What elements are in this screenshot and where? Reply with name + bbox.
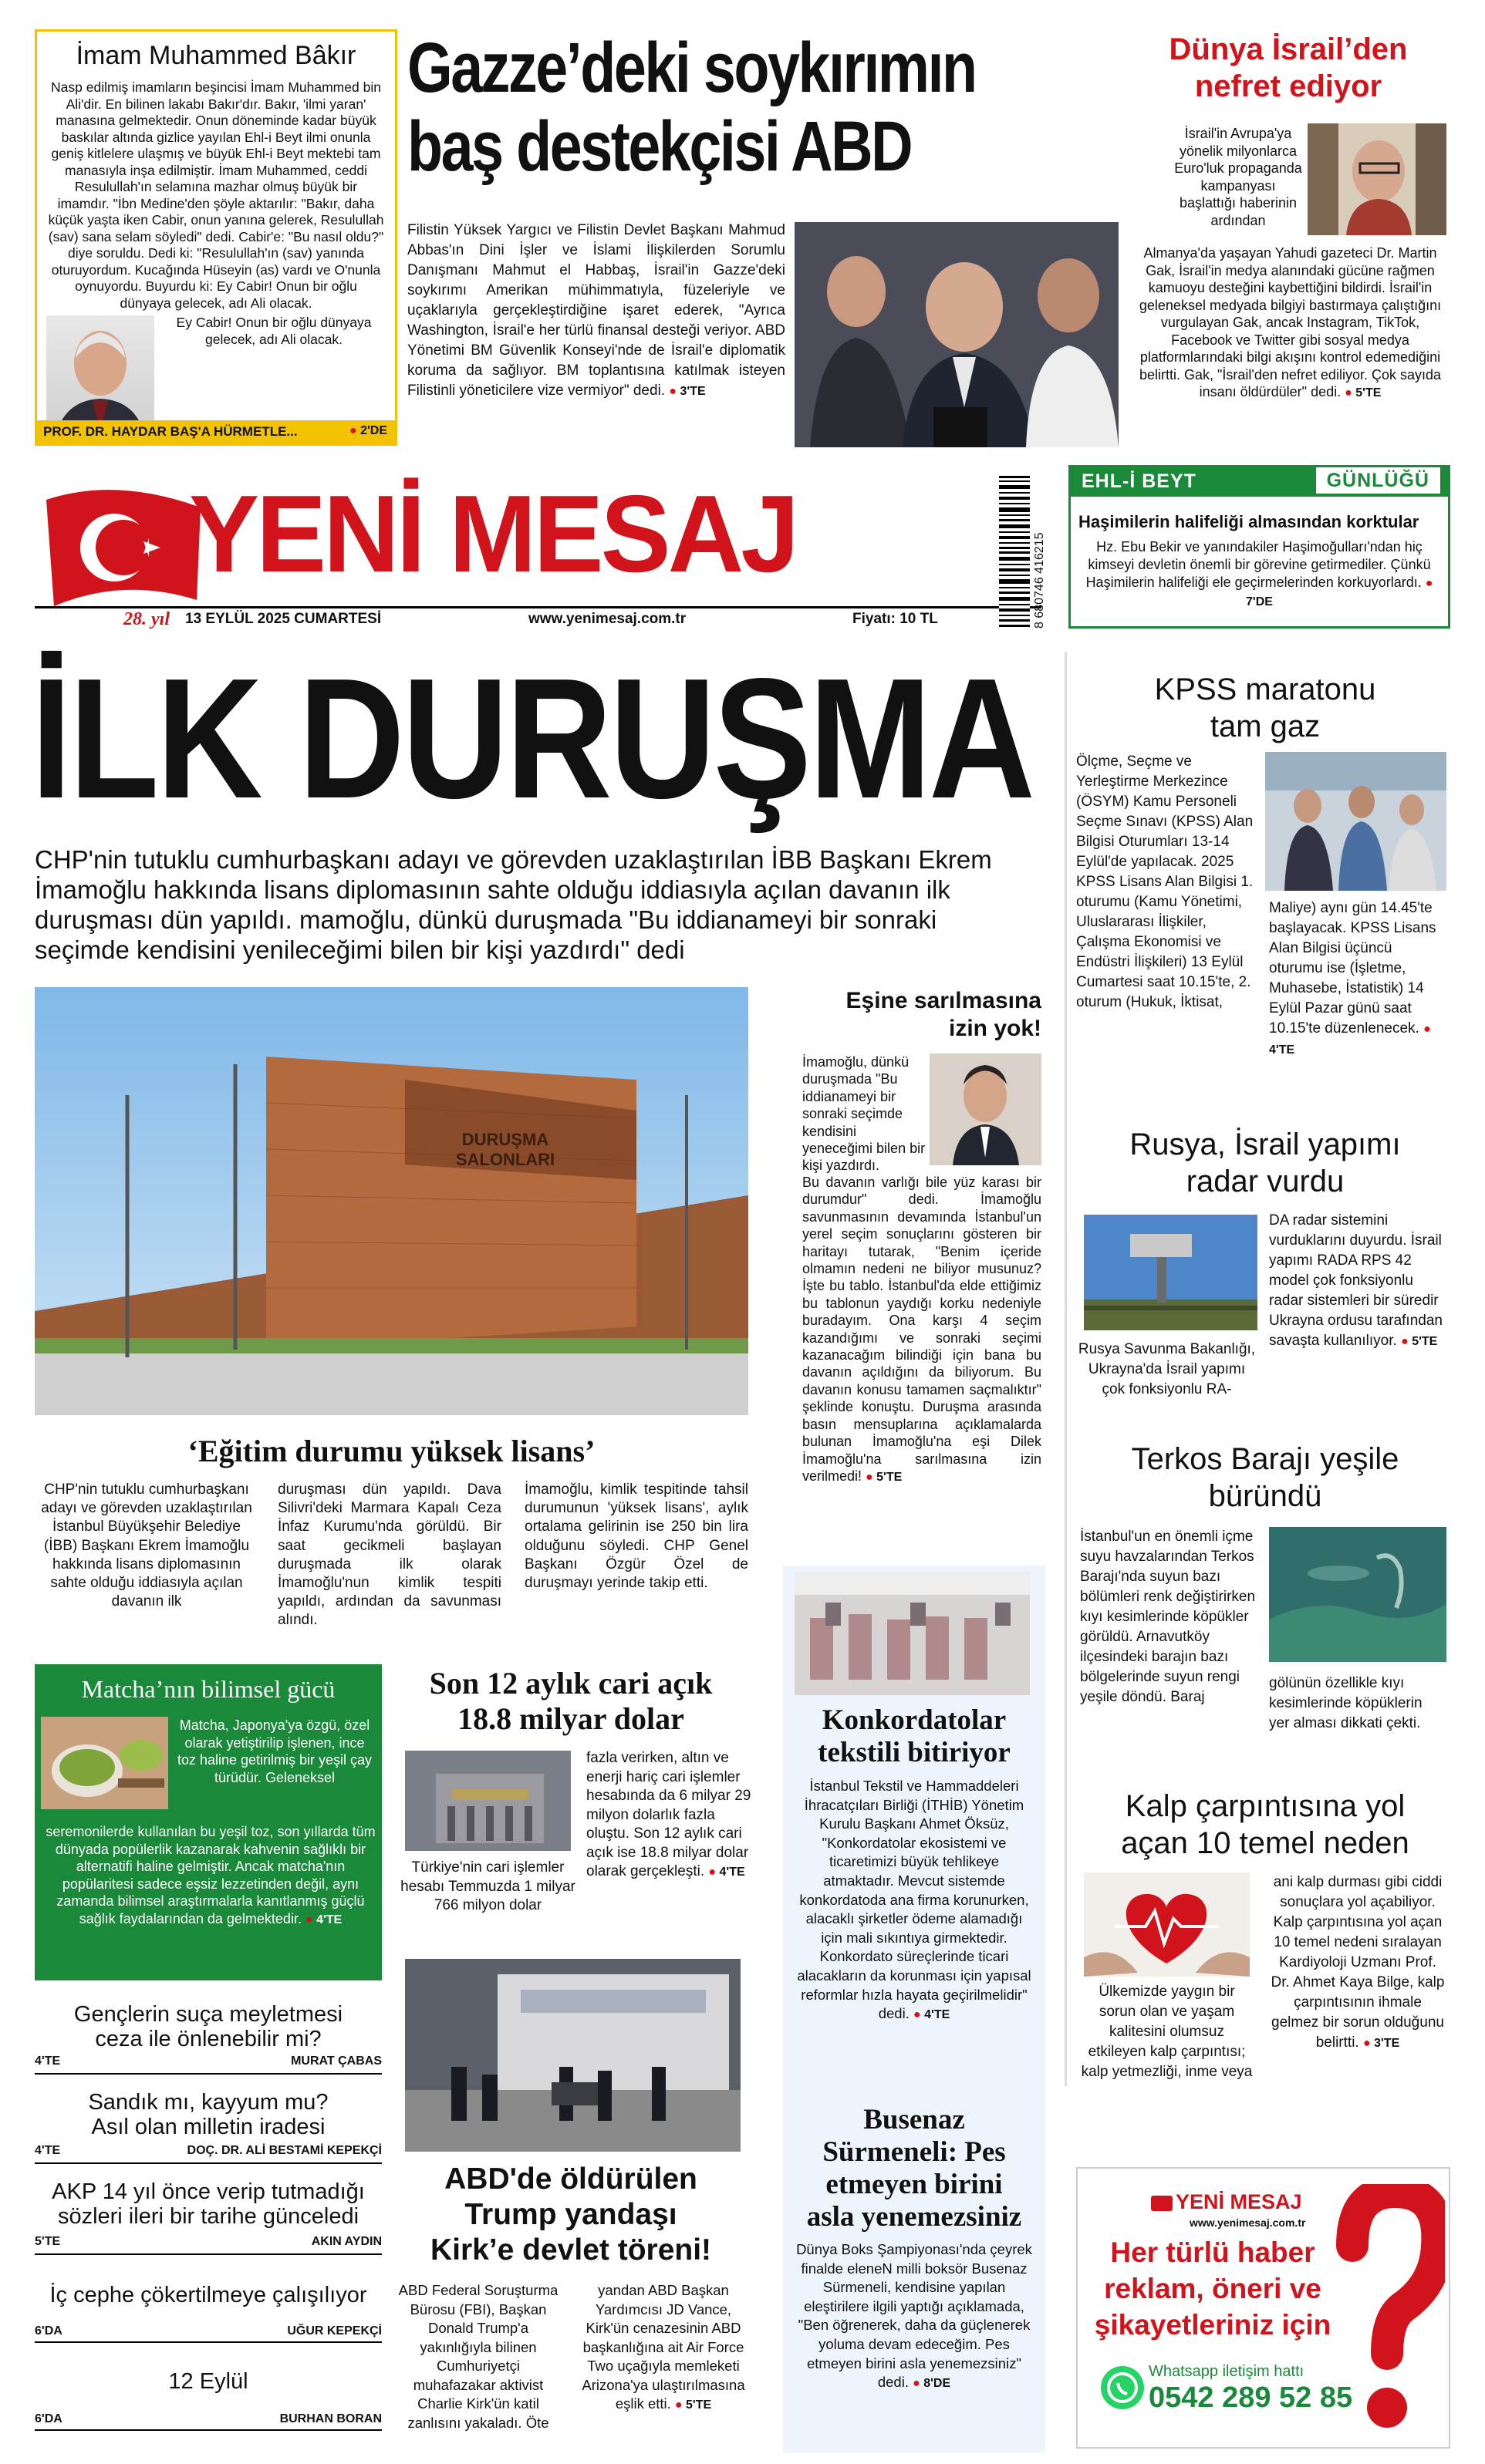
right-column-border [1065, 652, 1067, 2086]
opinion-item[interactable] [35, 2082, 382, 2173]
top-right-headline[interactable] [1126, 31, 1450, 105]
ad-line3: şikayetleriniz için [1094, 2309, 1331, 2341]
busenaz-headline-2[interactable]: Sürmeneli: Pes [822, 2136, 1006, 2168]
opinion-list [35, 1991, 382, 2454]
kalp-headline-1[interactable]: Kalp çarpıntısına yol [1125, 1789, 1406, 1823]
heart-photo [1084, 1872, 1250, 1977]
busenaz-headline-4[interactable]: asla yenemezsiniz [806, 2201, 1022, 2233]
radar-body-2 [1269, 1211, 1446, 1352]
cari-body-2 [586, 1749, 752, 1883]
opinion-item[interactable] [35, 1991, 382, 2082]
opinion-divider [35, 2073, 382, 2075]
habbas-photo [795, 222, 1119, 447]
matcha-box [35, 1664, 382, 1980]
barcode-bars [999, 474, 1030, 629]
ad-whatsapp-icon [1101, 2366, 1144, 2409]
main-subhead[interactable]: ‘Eğitim durumu yüksek lisans’ [187, 1434, 596, 1468]
barcode [999, 474, 1053, 632]
barcode-number: 8 680746 416215 [1033, 532, 1046, 629]
matcha-headline[interactable]: Matcha’nın bilimsel gücü [81, 1675, 336, 1703]
opinion-item[interactable] [35, 2173, 382, 2264]
opinion-author: DOÇ. DR. ALİ BESTAMİ KEPEKÇİ [187, 2144, 382, 2157]
kalp-body-1: Ülkemizde yaygın bir sorun olan ve yaşam kalitesini olumsuz etkileyen kalp çarpıntısı; kalp yetmezliği, inme veya [1081, 1984, 1253, 2080]
ehli-beyt-body [1078, 538, 1440, 611]
top-center-headline-1[interactable]: Gazze’deki soykırımın [407, 29, 976, 107]
terkos-body-2: gölünün özellikle kıyı kesimlerinde köpüklerin yer alması dikkati çekti. [1269, 1675, 1423, 1731]
kpss-photo [1265, 752, 1446, 891]
main-col-1: CHP'nin tutuklu cumhurbaşkanı adayı ve görevden uzaklaştırılan İstanbul Büyükşehir Belediye (İBB) Başkanı Ekrem İmamoğlu hakkında lisans diplomasının sahte olduğu iddiasıyla açılan davanın ilk [41, 1481, 252, 1610]
kirk-photo [405, 1959, 741, 2152]
ehli-beyt-title-b: GÜNLÜĞÜ [1316, 467, 1440, 494]
ehli-beyt-body-text: Hz. Ebu Bekir ve yanındakiler Haşimoğulları'ndan hiç kimseyi devletin önemli bir görevine getirmediler. Çünkü Haşimilerin halifeliği ele geçirmelerinden korkuyorlardı. [1085, 539, 1431, 590]
ehli-beyt-title-a: EHL-İ BEYT [1082, 470, 1196, 492]
teaser-imam-body-side: Ey Cabir! Onun bir oğlu dünyaya gelecek, adı Ali olacak. [176, 315, 372, 347]
top-right-headline-2[interactable]: nefret ediyor [1194, 69, 1382, 103]
cari-headline-2[interactable]: 18.8 milyar dolar [457, 1701, 684, 1736]
kirk-body-1: ABD Federal Soruşturma Bürosu (FBI), Başkan Donald Trump'a yakınlığıyla bilinen Cumhuriyetçi muhafazakar aktivist Charlie Kirk'ün katil zanlısını yakaladı. Öte [398, 2282, 559, 2431]
opinion-title-line: Sandık mı, kayyum mu? [88, 2090, 329, 2115]
opinion-page: 4'TE [35, 2144, 61, 2157]
terkos-body-1: İstanbul'un en önemli içme suyu havzalarından Terkos Barajı'nda suyun bazı bölümleri renk değiştirirken kıyı kesimlerinde köpükler görüldü. Arnavutköy ilçesindeki barajın bazı bölgelerinde suyun rengi yeşile döndü. Baraj [1080, 1529, 1256, 1705]
kirk-body-2-text: yandan ABD Başkan Yardımcısı JD Vance, Kirk'ün cenazesinin ABD başkanlığına ait Air Force Two uçağıyla memleketi Arizona'ya ulaştırılmasına eşlik etti. [582, 2282, 745, 2412]
opinion-author: UĞUR KEPEKÇİ [287, 2324, 382, 2338]
ehli-beyt-headline[interactable]: Haşimilerin halifeliği almasından korktular [1078, 512, 1419, 531]
kirk-headline[interactable] [390, 2162, 752, 2268]
busenaz-body [795, 2240, 1034, 2394]
konkordato-ref[interactable]: ● 4'TE [913, 2008, 950, 2021]
kirk-body-2 [575, 2281, 752, 2415]
konkordato-body [795, 1777, 1034, 2025]
radar-headline-2[interactable]: radar vurdu [1186, 1165, 1345, 1198]
masthead-flag-swoosh [46, 484, 201, 606]
masthead-price: Fiyatı: 10 TL [852, 611, 938, 627]
opinion-item[interactable] [35, 2264, 382, 2349]
matcha-body-2 [46, 1823, 376, 1929]
kirk-headline-1[interactable]: ABD'de öldürülen [444, 2162, 697, 2196]
opinion-title-line: ceza ile önlenebilir mi? [95, 2027, 322, 2051]
cari-ref[interactable]: ● 4'TE [708, 1866, 744, 1879]
courthouse-photo [35, 987, 748, 1415]
ad-box[interactable] [1076, 2167, 1450, 2449]
masthead-year: 28. yıl [123, 609, 170, 629]
radar-headline[interactable] [1076, 1126, 1454, 1200]
busenaz-headline[interactable] [783, 2104, 1045, 2233]
main-deck: CHP'nin tutuklu cumhurbaşkanı adayı ve görevden uzaklaştırılan İBB Başkanı Ekrem İmamoğlu hakkında lisans diplomasının sahte olduğu iddiasıyla açılan davanın ilk duruşması dün yapıldı. mamoğlu, dünkü duruşmada "Bu iddianameyi bir sonraki seçimde kendisini yenileceğimi bilen bir kişi yazdırdı" dedi [35, 845, 992, 964]
opinion-author: MURAT ÇABAS [291, 2054, 382, 2068]
terkos-photo [1269, 1527, 1446, 1662]
masthead-date: 13 EYLÜL 2025 CUMARTESİ [185, 611, 382, 627]
teaser-imam-author-bar [37, 420, 395, 443]
kirk-headline-2[interactable]: Trump yandaşı [464, 2198, 677, 2231]
teaser-imam-box [35, 29, 397, 446]
imamoglu-photo [930, 1053, 1041, 1165]
teaser-imam-title[interactable]: İmam Muhammed Bâkır [76, 41, 356, 70]
top-center-ref[interactable]: ● 3'TE [669, 385, 705, 398]
opinion-divider [35, 2341, 382, 2343]
busenaz-headline-1[interactable]: Busenaz [863, 2104, 965, 2135]
esine-body-2 [802, 1174, 1041, 1486]
ad-brand [1151, 2190, 1302, 2214]
konkordato-headline[interactable] [783, 1704, 1045, 1769]
kalp-headline[interactable] [1076, 1788, 1454, 1862]
masthead-rule [35, 606, 1041, 608]
matcha-body-2-text: seremonilerde kullanılan bu yeşil toz, son yıllarda tüm dünyada popülerlik kazanarak kahvenin sağlıklı bir alternatifi haline gelmiştir. Ancak matcha'nın popülaritesi sadece eşsiz lezzetinden değil, aynı zamanda bilimsel araştırmalarla kanıtlanmış güçlü sağlık faydalarından da gelmektedir. [46, 1824, 376, 1926]
kpss-headline[interactable] [1076, 671, 1454, 745]
courthouse-sign-text: DURUŞMA SALONLARI [455, 1130, 555, 1169]
kpss-ref[interactable]: ● 4'TE [1269, 1023, 1431, 1057]
ad-whatsapp-label: Whatsapp iletişim hattı [1149, 2363, 1304, 2380]
teaser-imam-ref[interactable]: ● 2'DE [349, 424, 387, 438]
busenaz-body-text: Dünya Boks Şampiyonası'nda çeyrek finalde eleneN milli boksör Busenaz Sürmeneli, kendisine yapılan eleştirilere ilgili yaptığı açıklamada, "Ben öğrenerek, daha da güçlenerek yoluma devam edeceğim. Pes etmeyen birini asla yenemezsiniz" dedi. [796, 2241, 1032, 2391]
konkordato-headline-1[interactable]: Konkordatolar [822, 1704, 1007, 1736]
textile-photo [795, 1572, 1030, 1695]
opinion-item[interactable] [35, 2349, 382, 2434]
top-center-body [407, 221, 785, 402]
terkos-headline[interactable] [1076, 1441, 1454, 1515]
opinion-author: BURHAN BORAN [279, 2412, 382, 2425]
ehli-beyt-bar [1071, 467, 1448, 497]
opinion-title-line: sözleri ileri bir tarihe günceledi [57, 2204, 359, 2229]
konkordato-body-text: İstanbul Tekstil ve Hammaddeleri İhracatçıları Birliği (İTHİB) Yönetim Kurulu Başkanı Ahmet Öksüz, "Konkordatolar ekosistemi ve ticaretimizi büyük tehlikeye atmaktadır. Mevcut sistemde konkordatoda ana firma korunurken, alacaklı şirketler ödeme alamadığı için mali sıkıntıya girmektedir. Konkordato süreçlerinde ticari alacakların da korunması için yapısal reformlar hızla hayata geçirilmelidir" dedi. [797, 1778, 1031, 2022]
top-right-body-2-text: Almanya'da yaşayan Yahudi gazeteci Dr. Martin Gak, İsrail'in medya alanındaki gücüne rağmen kamuoyu desteğini kaybettiğini bildirdi. İsrail'in geleneksel medyada bilgiyi bastırmaya çalıştığını vurgulayan Gak, ancak Instagram, TikTok, Facebook ve Twitter gibi sosyal medya platformlarındaki bilgi akışını kontrol edemediğini belirtti. Gak, "İsrail'den nefret ediliyor. Çok sayıda insanı öldürdüler" dedi. [1139, 245, 1442, 399]
cari-body-1: Türkiye'nin cari işlemler hesabı Temmuzda 1 milyar 766 milyon dolar [400, 1859, 575, 1913]
radar-ref[interactable]: ● 5'TE [1401, 1335, 1437, 1348]
masthead [35, 463, 1041, 636]
main-col-2: duruşması dün yapıldı. Dava Silivri'deki Marmara Kapalı Ceza İnfaz Kurumu'nda görüldü. Bir saat gecikmeli başlayan duruşmada ilk olarak İmamoğlu'nun kimlik tespiti yapıldı, ardından da savunması alındı. [278, 1481, 501, 1629]
kpss-headline-2[interactable]: tam gaz [1210, 710, 1321, 743]
kalp-ref[interactable]: ● 3'TE [1363, 2037, 1399, 2050]
esine-headline-1[interactable]: Eşine sarılmasına [845, 988, 1041, 1013]
opinion-page: 6'DA [35, 2412, 62, 2425]
esine-body-1: İmamoğlu, dünkü duruşmada "Bu iddianameyi bir sonraki seçimde kendisini yeneceğimi bilen bir kişi yazdırdı. [802, 1054, 926, 1174]
kalp-headline-2[interactable]: açan 10 temel neden [1121, 1826, 1409, 1860]
ad-line1: Her türlü haber [1110, 2236, 1315, 2268]
matcha-photo [41, 1717, 168, 1809]
terkos-headline-2[interactable]: büründü [1208, 1479, 1322, 1513]
kalp-body-2-text: ani kalp durması gibi ciddi sonuçlara yol açabiliyor. Kalp çarpıntısına yol açan 10 temel nedeni sıralayan Kardiyoloji Uzmanı Prof. Dr. Ahmet Kaya Bilge, kalp çarpıntısının ihmale gelmez bir sorun olduğunu belirtti. [1271, 1874, 1445, 2051]
ad-site[interactable]: www.yenimesaj.com.tr [1190, 2216, 1306, 2229]
busenaz-ref[interactable]: ● 8'DE [913, 2377, 950, 2390]
main-col-3: İmamoğlu, kimlik tespitinde tahsil durumunun 'yüksek lisans', aylık ortalama gelirinin ise 250 bin lira olduğunu söyledi. CHP Genel Başkanı Özgür Özel de duruşmayı yerinde takip etti. [525, 1481, 748, 1592]
opinion-page: 5'TE [35, 2235, 61, 2248]
masthead-title[interactable]: YENİ MESAJ [189, 473, 797, 595]
busenaz-headline-3[interactable]: etmeyen birini [825, 2169, 1003, 2200]
radar-photo [1084, 1215, 1257, 1330]
radar-body-2-text: DA radar sistemini vurduklarını duyurdu. İsrail yapımı RADA RPS 42 model çok fonksiyonlu radar sistemleri bir süredir Ukrayna ordusu tarafından savaşta kullanılıyor. [1269, 1212, 1443, 1349]
radar-headline-1[interactable]: Rusya, İsrail yapımı [1129, 1128, 1401, 1161]
kirk-ref[interactable]: ● 5'TE [675, 2398, 711, 2412]
opinion-page: 4'TE [35, 2054, 61, 2068]
kpss-body-2-text: Maliye) aynı gün 14.45'te başlayacak. KPSS Lisans Alan Bilgisi üçüncü oturumu ise (İşletme, Muhasebe, İstatistik) 14 Eylül Pazar günü saat 10.15'te düzenlenecek. [1269, 900, 1436, 1036]
terkos-headline-1[interactable]: Terkos Barajı yeşile [1131, 1442, 1399, 1476]
konkordato-headline-2[interactable]: tekstili bitiriyor [818, 1737, 1011, 1768]
opinion-page: 6'DA [35, 2324, 62, 2338]
kalp-body-2 [1269, 1872, 1446, 2054]
opinion-title-line: Asıl olan milletin iradesi [91, 2115, 326, 2139]
top-right-headline-1[interactable]: Dünya İsrail’den [1169, 32, 1408, 66]
teaser-imam-author: PROF. DR. HAYDAR BAŞ'A HÜRMETLE... [43, 424, 298, 439]
esine-body-2-text: Bu davanın varlığı bile yüz karası bir durumdur" dedi. İmamoğlu savunmasının devamında İstanbul'un yerel seçim sonuçlarını gösteren bir haritayı tutarak, "Benim içeride olmamın nedeni ne biliyor musunuz? İşte bu tablo. İstanbul'da elde ettiğimiz bu tablonun yaydığı korku nedeniyle buradayım. Ona karşı 4 seçim kazandığımı ve sonraki seçimi kazanacağım bilindiği için bana bu davanın açıldığını da biliyorum. Bu davanın konusu tamamen saçmalıktır" şeklinde konuştu. Duruşma arasında basın mensuplarına açıklamalarda bulunan İmamoğlu'na eşi Dilek İmamoğlu'na sarılmasına izin verilmedi! [802, 1175, 1041, 1484]
ad-flag-icon [1151, 2196, 1173, 2211]
esine-headline-2[interactable]: izin yok! [948, 1016, 1041, 1041]
opinion-divider [35, 2429, 382, 2431]
ad-line2: reklam, öneri ve [1104, 2273, 1321, 2304]
central-bank-photo [405, 1751, 571, 1851]
cari-headline[interactable] [390, 1666, 752, 1737]
masthead-url[interactable]: www.yenimesaj.com.tr [528, 611, 687, 627]
opinion-title-line: 12 Eylül [168, 2369, 248, 2394]
matcha-body-1: Matcha, Japonya'ya özgü, özel olarak yetiştirilip işlenen, ince toz haline getirilmiş bir yeşil çay türüdür. Geleneksel [177, 1717, 373, 1785]
top-center-body-text: Filistin Yüksek Yargıcı ve Filistin Devlet Başkanı Mahmud Abbas'ın Dini İşler ve İslami İlişkilerden Sorumlu Danışmanı Mahmut el Habbaş, İsrail'in Gazze'deki soykırımı Amerikan mühimmatıyla, füzeleriyle ve uçaklarıyla gerçekleştirdiğine işaret ederek, "Ayrıca Washington, İsrail'e her türlü finansal desteği veriyor. ABD Yönetimi BM Güvenlik Konseyi'nde de İsrail'e diplomatik koruma da sağlıyor. BM toplantısına katılmak isteyen Filistinli yöneticilere vize vermiyor" dedi. [407, 222, 785, 399]
top-right-body-1: İsrail'in Avrupa'ya yönelik milyonlarca Euro'luk propaganda kampanyası başlattığı haberinin ardından [1174, 126, 1302, 228]
radar-body-1: Rusya Savunma Bakanlığı, Ukrayna'da İsrail yapımı çok fonksiyonlu RA- [1078, 1341, 1256, 1397]
kpss-body-1: Ölçme, Seçme ve Yerleştirme Merkezince (ÖSYM) Kamu Personeli Seçme Sınavı (KPSS) Alan Bilgisi Oturumları 13-14 Eylül'de yapılacak. 2025 KPSS Lisans Alan Bilgisi 1. oturumu (Kamu Yönetimi, Uluslararası İlişkiler, Çalışma Ekonomisi ve Endüstri İlişkileri) 13 Eylül Cumartesi saat 10.15'te, 2. oturum (Hukuk, İktisat, [1076, 753, 1254, 1010]
ad-brand-text: YENİ MESAJ [1176, 2190, 1302, 2213]
ad-phone[interactable]: 0542 289 52 85 [1149, 2381, 1353, 2414]
opinion-divider [35, 2162, 382, 2164]
top-right-body-2 [1134, 244, 1446, 403]
kpss-body-2 [1269, 898, 1446, 1060]
cari-headline-1[interactable]: Son 12 aylık cari açık [429, 1666, 713, 1701]
top-center-headline-2[interactable]: baş destekçisi ABD [407, 107, 912, 186]
teaser-imam-body-top: Nasp edilmiş imamların beşincisi İmam Muhammed bin Ali'dir. En bilinen lakabı Bakır'dır. Bakır, 'ilmi yaran' manasına gelmektedir. Onun döneminde kadar büyük baskılar altında gizlice yayılan Ehl-i Beyt ilmi onunla geniş kitlelere ulaşmış ve büyük Ehl-i Beyt mektebi tam manasıyla inşa edilmiştir. İmam Muhammed, ceddi Resulullah'ın selamına mazhar olmuş büyük bir imamdır. "İbn Medine'den şöyle aktarılır: "Bakır, daha küçük yaşta iken Cabir, onun yanına gelerek, Resulullah (sav) sana selam söyledi" dedi. Cabir'e: "Bu nasıl oldu?" diye soruldu. Dedi ki: "Resulullah'ın (sav) yanında oturuyordum. Kucağında Hüseyin (as) vardı ve O'nunla oynuyordu. Buyurdu ki: Ey Cabir! Onun bir oğlu dünyaya gelecek, adı Ali olacak. [48, 79, 384, 311]
opinion-title-line: AKP 14 yıl önce verip tutmadığı [52, 2179, 365, 2204]
top-right-ref[interactable]: ● 5'TE [1345, 386, 1381, 399]
cari-body-2-text: fazla verirken, altın ve enerji hariç cari işlemler hesabında da 6 milyar 29 milyon dolarlık fazla oluştu. Son 12 aylık cari açık ise 18.8 milyar dolar olarak gerçekleşti. [586, 1750, 751, 1879]
ehli-beyt-box [1068, 465, 1450, 629]
opinion-divider [35, 2253, 382, 2255]
esine-headline[interactable] [802, 987, 1041, 1043]
kirk-headline-3[interactable]: Kirk’e devlet töreni! [430, 2233, 712, 2267]
esine-ref[interactable]: ● 5'TE [866, 1471, 902, 1484]
kpss-headline-1[interactable]: KPSS maratonu [1154, 672, 1376, 706]
ehli-beyt-ref[interactable]: ● 7'DE [1246, 577, 1433, 608]
opinion-author: AKIN AYDIN [311, 2235, 382, 2248]
matcha-ref[interactable]: ● 4'TE [305, 1913, 342, 1926]
opinion-title-line: Gençlerin suça meyletmesi [73, 2002, 343, 2027]
opinion-title-line: İç cephe çökertilmeye çalışılıyor [49, 2283, 367, 2307]
main-headline[interactable]: İLK DURUŞMA [31, 643, 1033, 834]
martin-gak-photo [1308, 123, 1446, 235]
